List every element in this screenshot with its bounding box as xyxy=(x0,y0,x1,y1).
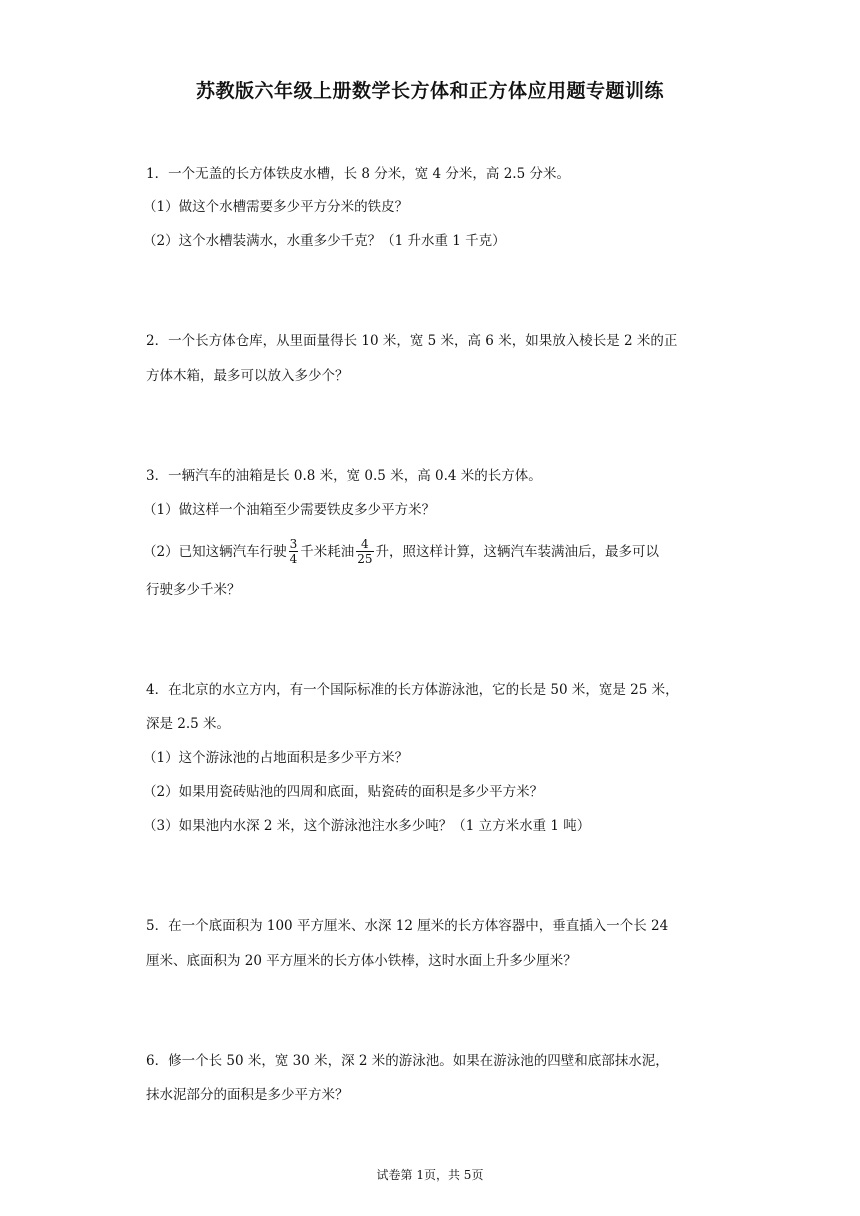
question-4-part-2: （2）如果用瓷砖贴池的四周和底面，贴瓷砖的面积是多少平方米？ xyxy=(143,784,544,800)
question-3-part-2-line-2: 行驶多少千米？ xyxy=(146,582,241,598)
fraction-denominator: 25 xyxy=(357,552,373,566)
question-1-part-2: （2）这个水槽装满水，水重多少千克？（1 升水重 1 千克） xyxy=(143,233,506,249)
question-4-line-1: 4．在北京的水立方内，有一个国际标准的长方体游泳池，它的长是 50 米，宽是 25 米， xyxy=(146,682,679,698)
fraction-numerator: 3 xyxy=(289,537,298,551)
question-3-stem: 3．一辆汽车的油箱是长 0.8 米，宽 0.5 米，高 0.4 米的长方体。 xyxy=(146,468,542,484)
question-4-part-1: （1）这个游泳池的占地面积是多少平方米？ xyxy=(143,750,409,766)
question-5-line-2: 厘米、底面积为 20 平方厘米的长方体小铁棒，这时水面上升多少厘米？ xyxy=(146,953,577,969)
question-2-line-1: 2．一个长方体仓库，从里面量得长 10 米，宽 5 米，高 6 米，如果放入棱长是 2 米的正 xyxy=(146,333,678,349)
question-3-part-2-text-c: 升，照这样计算，这辆汽车装满油后，最多可以 xyxy=(375,544,660,560)
question-2-line-2: 方体木箱，最多可以放入多少个？ xyxy=(146,368,349,384)
question-6-line-1: 6．修一个长 50 米，宽 30 米，深 2 米的游泳池。如果在游泳池的四壁和底部抹水泥， xyxy=(146,1053,669,1069)
question-3-part-1: （1）做这样一个油箱至少需要铁皮多少平方米？ xyxy=(143,502,436,518)
fraction-denominator: 4 xyxy=(289,552,298,566)
page-footer: 试卷第 1页，共 5页 xyxy=(376,1168,484,1182)
question-6-line-2: 抹水泥部分的面积是多少平方米？ xyxy=(146,1087,349,1103)
question-3-part-2-text-a: （2）已知这辆汽车行驶 xyxy=(143,544,287,560)
question-5-line-1: 5．在一个底面积为 100 平方厘米、水深 12 厘米的长方体容器中，垂直插入一个长 24 xyxy=(146,918,669,934)
fraction-numerator: 4 xyxy=(356,537,373,552)
question-1-part-1: （1）做这个水槽需要多少平方分米的铁皮？ xyxy=(143,199,409,215)
question-4-part-3: （3）如果池内水深 2 米，这个游泳池注水多少吨？（1 立方米水重 1 吨） xyxy=(143,818,591,834)
question-4-line-2: 深是 2.5 米。 xyxy=(146,716,231,732)
fraction-three-quarters xyxy=(289,537,299,566)
question-3-part-2 xyxy=(143,538,723,567)
question-3-part-2-text-b: 千米耗油 xyxy=(300,544,355,560)
fraction-four-twentyfifths xyxy=(356,537,373,566)
page-title: 苏教版六年级上册数学长方体和正方体应用题专题训练 xyxy=(195,80,664,102)
question-1-stem: 1．一个无盖的长方体铁皮水槽，长 8 分米，宽 4 分米，高 2.5 分米。 xyxy=(146,166,570,182)
